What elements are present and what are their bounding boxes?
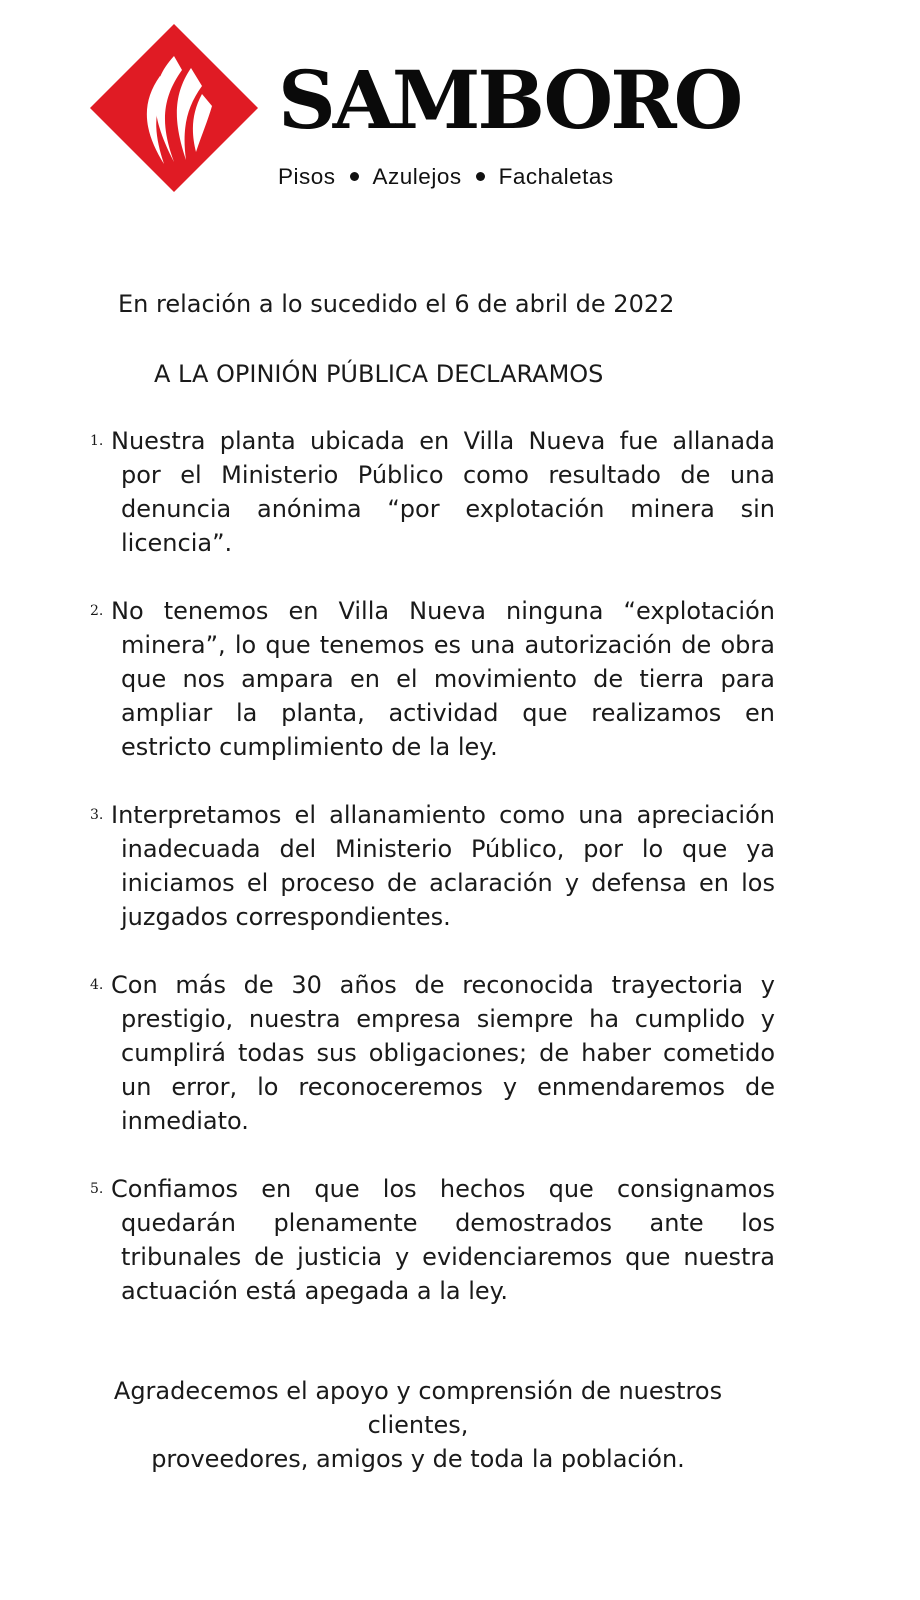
statement-points xyxy=(90,424,775,1342)
point-text: Nuestra planta ubicada en Villa Nueva fue allanada por el Ministerio Público como resultado de una denuncia anónima “por explotación minera sin licencia”. xyxy=(111,427,775,557)
closing-line: proveedores, amigos y de toda la población. xyxy=(151,1445,685,1473)
closing-message xyxy=(80,1374,756,1476)
bullet-dot-icon xyxy=(350,172,359,181)
closing-line: Agradecemos el apoyo y comprensión de nuestros clientes, xyxy=(113,1377,723,1439)
brand-tagline xyxy=(278,164,614,190)
brand-name: SAMBORO xyxy=(278,53,741,147)
tagline-item: Azulejos xyxy=(372,164,462,189)
statement-point xyxy=(90,968,775,1138)
statement-subject: En relación a lo sucedido el 6 de abril de 2022 xyxy=(118,290,675,318)
red-diamond-flame-icon xyxy=(90,24,258,192)
point-number: 5. xyxy=(90,1181,104,1197)
tagline-item: Pisos xyxy=(278,164,336,189)
point-text: No tenemos en Villa Nueva ninguna “explotación minera”, lo que tenemos es una autorización de obra que nos ampara en el movimiento de tierra para ampliar la planta, actividad que realizamos en estricto cumplimiento de la ley. xyxy=(111,597,775,761)
statement-point xyxy=(90,594,775,764)
statement-point xyxy=(90,1172,775,1308)
tagline-item: Fachaletas xyxy=(498,164,614,189)
point-number: 1. xyxy=(90,433,104,449)
point-text: Interpretamos el allanamiento como una apreciación inadecuada del Ministerio Público, por lo que ya iniciamos el proceso de aclaración y defensa en los juzgados correspondientes. xyxy=(111,801,775,931)
bullet-dot-icon xyxy=(476,172,485,181)
point-number: 2. xyxy=(90,603,104,619)
point-number: 4. xyxy=(90,977,104,993)
point-text: Con más de 30 años de reconocida trayectoria y prestigio, nuestra empresa siempre ha cumplido y cumplirá todas sus obligaciones; de haber cometido un error, lo reconoceremos y enmendaremos de inmediato. xyxy=(111,971,775,1135)
point-number: 3. xyxy=(90,807,104,823)
statement-point xyxy=(90,798,775,934)
statement-point xyxy=(90,424,775,560)
point-text: Confiamos en que los hechos que consignamos quedarán plenamente demostrados ante los tribunales de justicia y evidenciaremos que nuestra actuación está apegada a la ley. xyxy=(111,1175,775,1305)
statement-heading: A LA OPINIÓN PÚBLICA DECLARAMOS xyxy=(154,360,604,388)
